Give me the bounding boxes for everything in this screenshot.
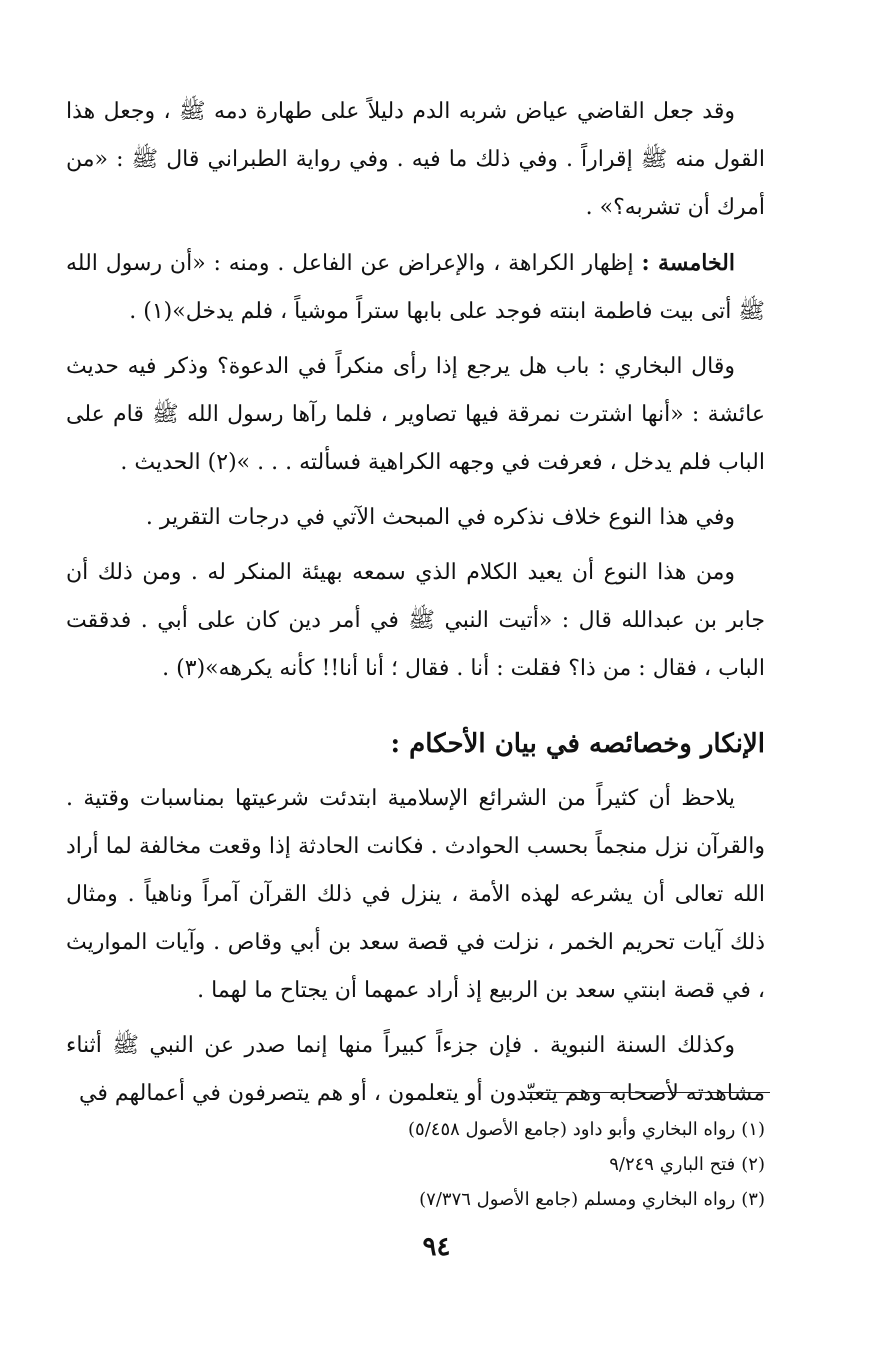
footnote-1: [345, 1112, 765, 1147]
footnote-3: [345, 1182, 765, 1217]
paragraph-2: الخامسة : إظهار الكراهة ، والإعراض عن الفاعل . ومنه : «أن رسول الله ﷺ أتى بيت فاطمة ابنته فوجد على بابها ستراً موشياً ، فلم يدخل»(١) .: [66, 250, 765, 324]
footnotes: [345, 1112, 765, 1217]
footnote-number: (١): [741, 1119, 765, 1140]
paragraph-4: وفي هذا النوع خلاف نذكره في المبحث الآتي في درجات التقرير .: [145, 505, 735, 530]
page-number: ٩٤: [422, 1232, 451, 1262]
section-heading: الإنكار وخصائصه في بيان الأحكام :: [390, 729, 765, 759]
paragraph-5: ومن هذا النوع أن يعيد الكلام الذي سمعه بهيئة المنكر له . ومن ذلك أن جابر بن عبدالله قال : «أتيت النبي ﷺ في أمر دين كان على أبي . فدققت الباب ، فقال : من ذا؟ فقلت : أنا . فقال ؛ أنا أنا!! كأنه يكرهه»(٣) .: [66, 560, 765, 681]
footnote-number: (٢): [741, 1154, 765, 1175]
footnote-2: [345, 1147, 765, 1182]
page-body: [66, 88, 765, 1125]
footnote-divider: [527, 1092, 770, 1093]
footnote-text: فتح الباري ٩/٢٤٩: [609, 1154, 736, 1175]
paragraph-6: يلاحظ أن كثيراً من الشرائع الإسلامية ابتدئت شرعيتها بمناسبات وقتية . والقرآن نزل منجماً بحسب الحوادث . فكانت الحادثة إذا وقعت مخالفة لما أراد الله تعالى أن يشرعه لهذه الأمة ، ينزل في ذلك القرآن آمراً وناهياً . ومثال ذلك آيات تحريم الخمر ، نزلت في قصة سعد بن أبي وقاص . وآيات المواريث ، في قصة ابنتي سعد بن الربيع إذ أراد عمهما أن يجتاح ما لهما .: [66, 786, 765, 1003]
paragraph-1: وقد جعل القاضي عياض شربه الدم دليلاً على طهارة دمه ﷺ ، وجعل هذا القول منه ﷺ إقراراً . وفي ذلك ما فيه . وفي رواية الطبراني قال ﷺ : «من أمرك أن تشربه؟» .: [66, 99, 765, 220]
footnote-text: رواه البخاري ومسلم (جامع الأصول ٧/٣٧٦): [419, 1189, 736, 1210]
footnote-text: رواه البخاري وأبو داود (جامع الأصول ٥/٤٥٨): [408, 1119, 736, 1140]
paragraph-7: وكذلك السنة النبوية . فإن جزءاً كبيراً منها إنما صدر عن النبي ﷺ أثناء مشاهدته لأصحابه وهم يتعبّدون أو يتعلمون ، أو هم يتصرفون في أعمالهم في: [66, 1033, 765, 1106]
paragraph-lead: الخامسة :: [641, 250, 735, 276]
footnote-number: (٣): [741, 1189, 765, 1210]
paragraph-3: وقال البخاري : باب هل يرجع إذا رأى منكراً في الدعوة؟ وذكر فيه حديث عائشة : «أنها اشترت نمرقة فيها تصاوير ، فلما رآها رسول الله ﷺ قام على الباب فلم يدخل ، فعرفت في وجهه الكراهية فسألته . . . »(٢) الحديث .: [66, 354, 765, 475]
